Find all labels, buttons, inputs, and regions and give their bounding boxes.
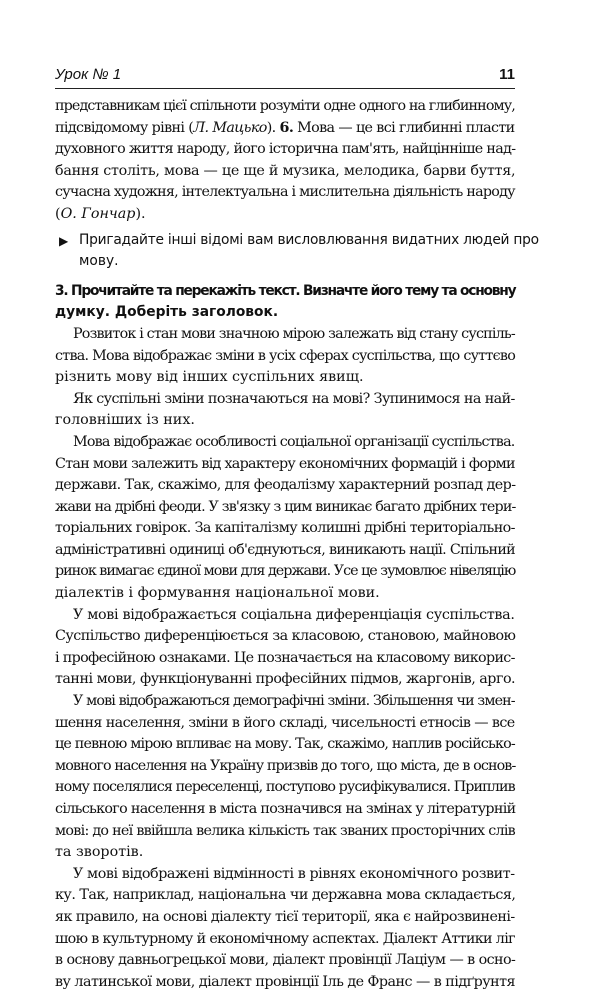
text-line: духовного життя народу, його історична пам'ять, найцінніше над- (55, 141, 516, 158)
text-line: в основу давньогрецької мови, діалект провінції Лаціум — в осно- (55, 952, 516, 969)
text-line: підсвідомому рівні (Л. Мацько). 6. Мова — це всі глибинні пласти (55, 119, 515, 136)
text-line: діалектів і формування національної мови. (55, 585, 380, 602)
text-line: головніших із них. (55, 412, 195, 429)
text-line: (О. Гончар). (55, 205, 146, 222)
page-text (55, 96, 539, 993)
text-line: шення населення, зміни в його складі, чисельності етносів — все (55, 714, 515, 731)
text-line: торіальних говірок. За капіталізму колишні дрібні територіально- (55, 520, 515, 537)
text-line: сучасна художня, інтелектуальна і мислительна діяльність народу (55, 184, 515, 201)
text-line: ву латинської мови, діалект провінції Іль де Франс — в підґрунтя (55, 973, 516, 990)
header-rule (55, 88, 515, 89)
text-line: шою в культурному й економічному аспектах. Діалект Аттики ліг (55, 930, 515, 947)
text-line: Мова відображає особливості соціальної організації суспільства. (73, 433, 515, 450)
text-line: ринок вимагає єдиної мови для держави. Усе це зумовлює нівеляцію (55, 563, 516, 580)
text-line: ку. Так, наприклад, національна чи державна мова складається, (55, 887, 516, 904)
text-line: це певною мірою впливає на мову. Так, скажімо, наплив російсько- (55, 736, 515, 753)
author-citation: Л. Мацько (193, 119, 267, 136)
quote-paragraph (55, 96, 515, 226)
text-line: У мові відображені відмінності в рівнях економічного розвит- (73, 865, 515, 882)
text-line: Суспільство диференціюється за класовою, становою, майновою (55, 628, 516, 645)
text-line: думку. Доберіть заголовок. (55, 304, 279, 321)
text-line: мовного населення на Україну призвів до того, що міста, де в основ- (55, 757, 516, 774)
text-line: танні мови, функціонуванні професійних підмов, жаргонів, арго. (55, 671, 516, 688)
text-line: як правило, на основі діалекту тієї території, яка є найрозвинені- (55, 908, 515, 925)
text-line: ному поселялися переселенці, поступово русифікувалися. Приплив (55, 779, 515, 796)
text-line: Як суспільні зміни позначаються на мові? Зупинимося на най- (73, 390, 515, 407)
text-line: бання століть, мова — це ще й музика, мелодика, барви буття, (55, 162, 516, 179)
text-line: У мові відображається соціальна диференціація суспільства. (73, 606, 515, 623)
bullet-prompt (55, 230, 539, 273)
text-line: сільського населення в міста позначився на змінах у літературній (55, 801, 516, 817)
quote-number: 6. (279, 119, 294, 136)
triangle-right-icon: ▶ (59, 233, 69, 248)
text-line: Стан мови залежить від характеру економічних формацій і форми (55, 455, 515, 472)
page-header (55, 64, 515, 88)
text-line: мову. (79, 253, 119, 270)
text-line: та зворотів. (55, 844, 144, 861)
text-line: різнить мову від інших суспільних явищ. (55, 369, 364, 386)
text-line: Розвиток і стан мови значною мірою залежать від стану суспіль- (73, 325, 515, 342)
text-line: представникам цієї спільноти розуміти одне одного на глибинному, (55, 98, 515, 114)
author-citation: О. Гончар (60, 205, 136, 222)
running-head: Урок № 1 (55, 66, 122, 83)
text-line: мові: до неї ввійшла велика кількість так званих просторічних слів (55, 822, 515, 839)
task-heading (55, 281, 515, 324)
text-line: і професійною ознаками. Це позначається на класовому викорис- (55, 649, 515, 666)
text-line: 3. Прочитайте та перекажіть текст. Визначте його тему та основну (55, 282, 516, 299)
text-line: У мові відображаються демографічні зміни. Збільшення чи змен- (73, 693, 515, 710)
page-number: 11 (499, 66, 515, 83)
text-line: держави. Так, скажімо, для феодалізму характерний розпад дер- (55, 477, 516, 494)
body-text (55, 324, 515, 993)
text-line: Пригадайте інші відомі вам висловлювання видатних людей про (79, 231, 539, 248)
text-line: ства. Мова відображає зміни в усіх сферах суспільства, що суттєво (55, 347, 516, 364)
text-line: адміністративні одиниці об'єднуються, виникають нації. Спільний (55, 541, 516, 558)
text-line: жави на дрібні феоди. У зв'язку з цим виникає багато дрібних тери- (55, 498, 516, 515)
